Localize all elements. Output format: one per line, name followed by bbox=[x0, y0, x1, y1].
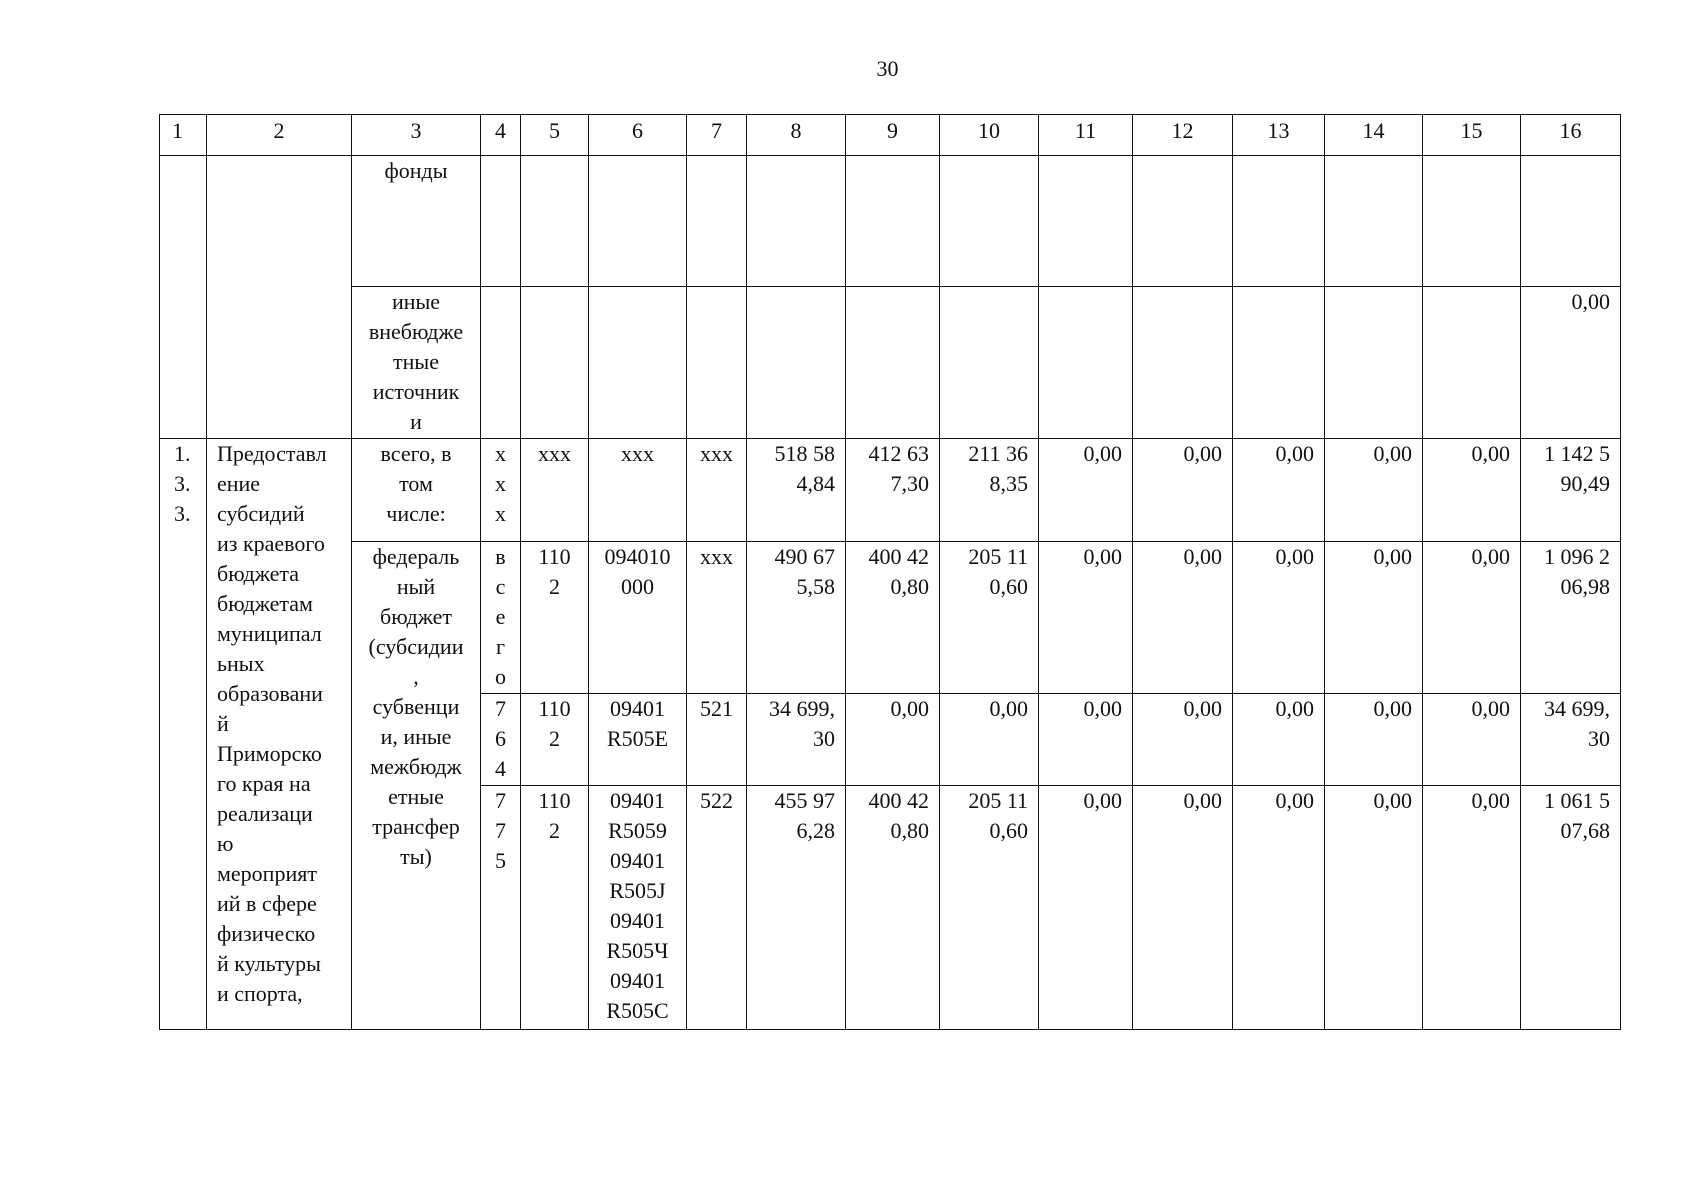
code-cell: 7 7 5 bbox=[481, 786, 521, 1030]
funding-source-cell: фонды bbox=[352, 156, 481, 287]
amount-cell: 0,00 bbox=[1133, 439, 1233, 542]
amount-cell: 34 699, 30 bbox=[1521, 694, 1621, 786]
table-cell bbox=[1325, 287, 1423, 439]
item-description-cell: Предоставл ение субсидий из краевого бюджета бюджетам муниципал ьных образовани й Приморско го края на реализаци ю мероприят ий в сфере физическо й культуры и спорта, bbox=[207, 439, 352, 1030]
code-cell: ххх bbox=[687, 439, 747, 542]
column-header: 11 bbox=[1039, 115, 1133, 156]
table-cell bbox=[160, 156, 207, 439]
column-header: 7 bbox=[687, 115, 747, 156]
table-cell bbox=[940, 156, 1039, 287]
table-cell bbox=[521, 287, 589, 439]
code-cell: 110 2 bbox=[521, 542, 589, 694]
page-number: 30 bbox=[876, 56, 899, 81]
amount-cell: 400 42 0,80 bbox=[846, 786, 940, 1030]
amount-cell: 0,00 bbox=[1133, 694, 1233, 786]
amount-cell: 211 36 8,35 bbox=[940, 439, 1039, 542]
amount-cell: 0,00 bbox=[1325, 786, 1423, 1030]
amount-cell: 0,00 bbox=[1521, 287, 1621, 439]
amount-cell: 0,00 bbox=[1039, 694, 1133, 786]
table-cell bbox=[1133, 156, 1233, 287]
column-header: 2 bbox=[207, 115, 352, 156]
amount-cell: 0,00 bbox=[846, 694, 940, 786]
amount-cell: 205 11 0,60 bbox=[940, 786, 1039, 1030]
table-cell bbox=[481, 156, 521, 287]
column-header: 10 bbox=[940, 115, 1039, 156]
table-cell bbox=[1133, 287, 1233, 439]
code-cell: х х х bbox=[481, 439, 521, 542]
funding-source-cell: иные внебюдже тные источник и bbox=[352, 287, 481, 439]
column-header: 3 bbox=[352, 115, 481, 156]
funding-source-cell: федераль ный бюджет (субсидии , субвенци и, иные межбюдж етные трансфер ты) bbox=[352, 542, 481, 1030]
column-header: 12 bbox=[1133, 115, 1233, 156]
code-cell: 521 bbox=[687, 694, 747, 786]
table-cell bbox=[747, 287, 846, 439]
code-cell: ххх bbox=[521, 439, 589, 542]
table-cell bbox=[1233, 287, 1325, 439]
table-row-total bbox=[160, 439, 1621, 542]
amount-cell: 455 97 6,28 bbox=[747, 786, 846, 1030]
amount-cell: 0,00 bbox=[1039, 542, 1133, 694]
code-cell: 7 6 4 bbox=[481, 694, 521, 786]
table-cell bbox=[687, 287, 747, 439]
table-cell bbox=[1521, 156, 1621, 287]
amount-cell: 34 699, 30 bbox=[747, 694, 846, 786]
amount-cell: 0,00 bbox=[1039, 439, 1133, 542]
column-header: 14 bbox=[1325, 115, 1423, 156]
code-cell: ххх bbox=[589, 439, 687, 542]
code-cell: 09401 R505E bbox=[589, 694, 687, 786]
table-cell bbox=[1423, 156, 1521, 287]
code-cell: в с е г о bbox=[481, 542, 521, 694]
table-cell bbox=[846, 287, 940, 439]
table-row-federal bbox=[160, 542, 1621, 694]
table-cell bbox=[481, 287, 521, 439]
table-cell bbox=[940, 287, 1039, 439]
amount-cell: 490 67 5,58 bbox=[747, 542, 846, 694]
amount-cell: 0,00 bbox=[1423, 439, 1521, 542]
table-cell bbox=[207, 156, 352, 439]
table-row-fondy bbox=[160, 156, 1621, 287]
table-cell bbox=[589, 156, 687, 287]
amount-cell: 1 061 5 07,68 bbox=[1521, 786, 1621, 1030]
code-cell: 09401 R5059 09401 R505J 09401 R505Ч 09401 R505С bbox=[589, 786, 687, 1030]
column-header: 8 bbox=[747, 115, 846, 156]
amount-cell: 0,00 bbox=[1039, 786, 1133, 1030]
amount-cell: 0,00 bbox=[1423, 786, 1521, 1030]
table-cell bbox=[1039, 287, 1133, 439]
code-cell: 522 bbox=[687, 786, 747, 1030]
amount-cell: 0,00 bbox=[1325, 542, 1423, 694]
amount-cell: 205 11 0,60 bbox=[940, 542, 1039, 694]
item-number-cell: 1. 3. 3. bbox=[160, 439, 207, 1030]
column-header: 16 bbox=[1521, 115, 1621, 156]
amount-cell: 0,00 bbox=[1233, 694, 1325, 786]
amount-cell: 0,00 bbox=[1233, 439, 1325, 542]
table-cell bbox=[747, 156, 846, 287]
table-cell bbox=[846, 156, 940, 287]
amount-cell: 0,00 bbox=[1133, 786, 1233, 1030]
code-cell: ххх bbox=[687, 542, 747, 694]
amount-cell: 0,00 bbox=[1233, 786, 1325, 1030]
budget-table bbox=[159, 114, 1621, 1030]
funding-source-cell: всего, в том числе: bbox=[352, 439, 481, 542]
column-header: 9 bbox=[846, 115, 940, 156]
amount-cell: 0,00 bbox=[940, 694, 1039, 786]
table-cell bbox=[589, 287, 687, 439]
table-cell bbox=[1325, 156, 1423, 287]
column-header: 15 bbox=[1423, 115, 1521, 156]
amount-cell: 0,00 bbox=[1133, 542, 1233, 694]
amount-cell: 412 63 7,30 bbox=[846, 439, 940, 542]
amount-cell: 400 42 0,80 bbox=[846, 542, 940, 694]
amount-cell: 1 096 2 06,98 bbox=[1521, 542, 1621, 694]
code-cell: 094010 000 bbox=[589, 542, 687, 694]
amount-cell: 1 142 5 90,49 bbox=[1521, 439, 1621, 542]
table-cell bbox=[687, 156, 747, 287]
column-header: 5 bbox=[521, 115, 589, 156]
table-row-inye bbox=[160, 287, 1621, 439]
column-header: 6 bbox=[589, 115, 687, 156]
amount-cell: 0,00 bbox=[1325, 439, 1423, 542]
table-cell bbox=[1039, 156, 1133, 287]
table-cell bbox=[521, 156, 589, 287]
column-header: 4 bbox=[481, 115, 521, 156]
amount-cell: 0,00 bbox=[1233, 542, 1325, 694]
table-header-row bbox=[160, 115, 1621, 156]
amount-cell: 518 58 4,84 bbox=[747, 439, 846, 542]
column-header: 1 bbox=[160, 115, 207, 156]
amount-cell: 0,00 bbox=[1325, 694, 1423, 786]
table-cell bbox=[1233, 156, 1325, 287]
code-cell: 110 2 bbox=[521, 694, 589, 786]
table-cell bbox=[1423, 287, 1521, 439]
code-cell: 110 2 bbox=[521, 786, 589, 1030]
amount-cell: 0,00 bbox=[1423, 694, 1521, 786]
amount-cell: 0,00 bbox=[1423, 542, 1521, 694]
column-header: 13 bbox=[1233, 115, 1325, 156]
